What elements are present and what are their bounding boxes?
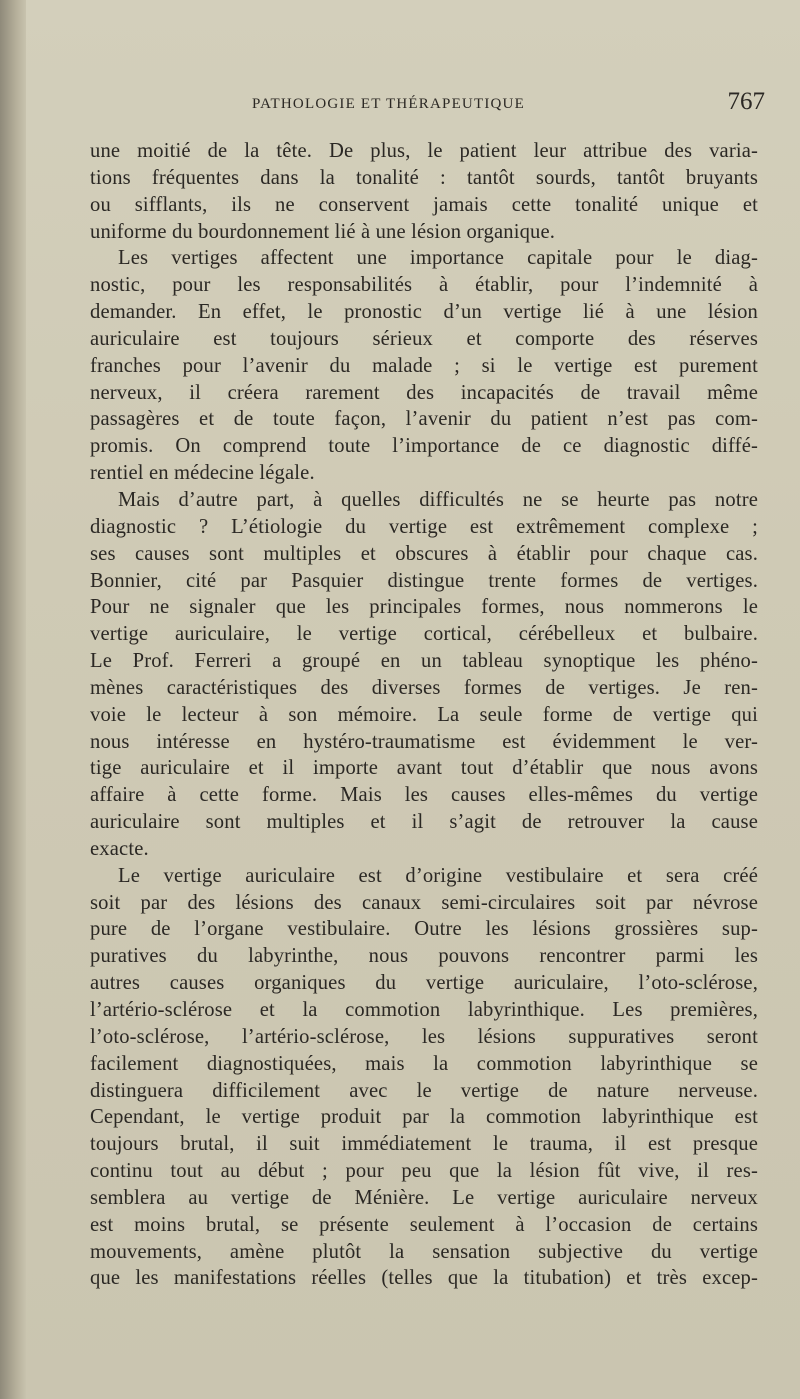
page-number: 767 — [727, 88, 765, 115]
text-line: tige auriculaire et il importe avant tout d’établir que nous avons — [90, 757, 758, 780]
text-line: facilement diagnostiquées, mais la commotion labyrinthique se — [90, 1052, 758, 1075]
text-line: nostic, pour les responsabilités à établir, pour l’indemnité à — [90, 274, 758, 297]
text-line: exacte. — [90, 837, 149, 860]
text-line: Pour ne signaler que les principales formes, nous nommerons le — [90, 596, 758, 619]
body-text — [90, 138, 758, 1292]
text-line: l’artério-sclérose et la commotion labyrinthique. Les premières, — [90, 999, 758, 1021]
text-line: nous intéresse en hystéro-traumatisme est évidemment le ver- — [90, 730, 758, 753]
text-line: Cependant, le vertige produit par la commotion labyrinthique est — [90, 1106, 758, 1129]
text-line: tions fréquentes dans la tonalité : tantôt sourds, tantôt bruyants — [90, 166, 758, 189]
text-line: Le Prof. Ferreri a groupé en un tableau synoptique les phéno- — [90, 650, 758, 673]
text-line: voie le lecteur à son mémoire. La seule forme de vertige qui — [90, 703, 758, 726]
text-line: uniforme du bourdonnement lié à une lésion organique. — [90, 220, 556, 243]
text-line: mènes caractéristiques des diverses formes de vertiges. Je ren- — [90, 676, 758, 699]
text-line: continu tout au début ; pour peu que la lésion fût vive, il res- — [90, 1160, 758, 1183]
text-line: mouvements, amène plutôt la sensation subjective du vertige — [90, 1240, 758, 1263]
text-line: promis. On comprend toute l’importance de ce diagnostic diffé- — [90, 435, 758, 458]
text-line: Bonnier, cité par Pasquier distingue trente formes de vertiges. — [90, 569, 758, 592]
text-line: rentiel en médecine légale. — [90, 462, 315, 485]
text-line: une moitié de la tête. De plus, le patient leur attribue des varia- — [90, 140, 758, 162]
text-line: puratives du labyrinthe, nous pouvons rencontrer parmi les — [90, 945, 758, 968]
text-line: vertige auriculaire, le vertige cortical, cérébelleux et bulbaire. — [90, 623, 758, 646]
text-line: ou sifflants, ils ne conservent jamais cette tonalité unique et — [90, 193, 758, 216]
text-line: nerveux, il créera rarement des incapacités de travail même — [90, 381, 758, 404]
text-line: Les vertiges affectent une importance capitale pour le diag- — [118, 247, 758, 270]
text-line: affaire à cette forme. Mais les causes elles-mêmes du vertige — [90, 784, 758, 807]
text-line: Le vertige auriculaire est d’origine vestibulaire et sera créé — [118, 864, 758, 887]
text-line: que les manifestations réelles (telles que la titubation) et très excep- — [90, 1267, 758, 1290]
text-line: toujours brutal, il suit immédiatement le trauma, il est presque — [90, 1133, 758, 1156]
text-line: franches pour l’avenir du malade ; si le vertige est purement — [90, 354, 758, 377]
running-head: PATHOLOGIE ET THÉRAPEUTIQUE — [252, 96, 525, 112]
text-line: pure de l’organe vestibulaire. Outre les lésions grossières sup- — [90, 918, 758, 941]
text-line: diagnostic ? L’étiologie du vertige est extrêmement complexe ; — [90, 515, 758, 538]
text-line: passagères et de toute façon, l’avenir du patient n’est pas com- — [90, 408, 758, 431]
text-line: Mais d’autre part, à quelles difficultés ne se heurte pas notre — [118, 488, 758, 511]
text-line: soit par des lésions des canaux semi-circulaires soit par névrose — [90, 891, 758, 914]
text-line: autres causes organiques du vertige auriculaire, l’oto-sclérose, — [90, 972, 758, 995]
text-line: demander. En effet, le pronostic d’un vertige lié à une lésion — [90, 301, 758, 324]
text-line: distinguera difficilement avec le vertige de nature nerveuse. — [90, 1079, 758, 1102]
text-line: auriculaire est toujours sérieux et comporte des réserves — [90, 327, 758, 350]
text-line: est moins brutal, se présente seulement à l’occasion de certains — [90, 1213, 758, 1236]
text-line: l’oto-sclérose, l’artério-sclérose, les lésions suppuratives seront — [90, 1025, 758, 1048]
page-header — [65, 88, 765, 124]
text-line: auriculaire sont multiples et il s’agit de retrouver la cause — [90, 811, 758, 834]
text-line: ses causes sont multiples et obscures à établir pour chaque cas. — [90, 542, 758, 565]
text-line: semblera au vertige de Ménière. Le vertige auriculaire nerveux — [90, 1186, 758, 1209]
book-binding-shadow — [0, 0, 26, 1399]
